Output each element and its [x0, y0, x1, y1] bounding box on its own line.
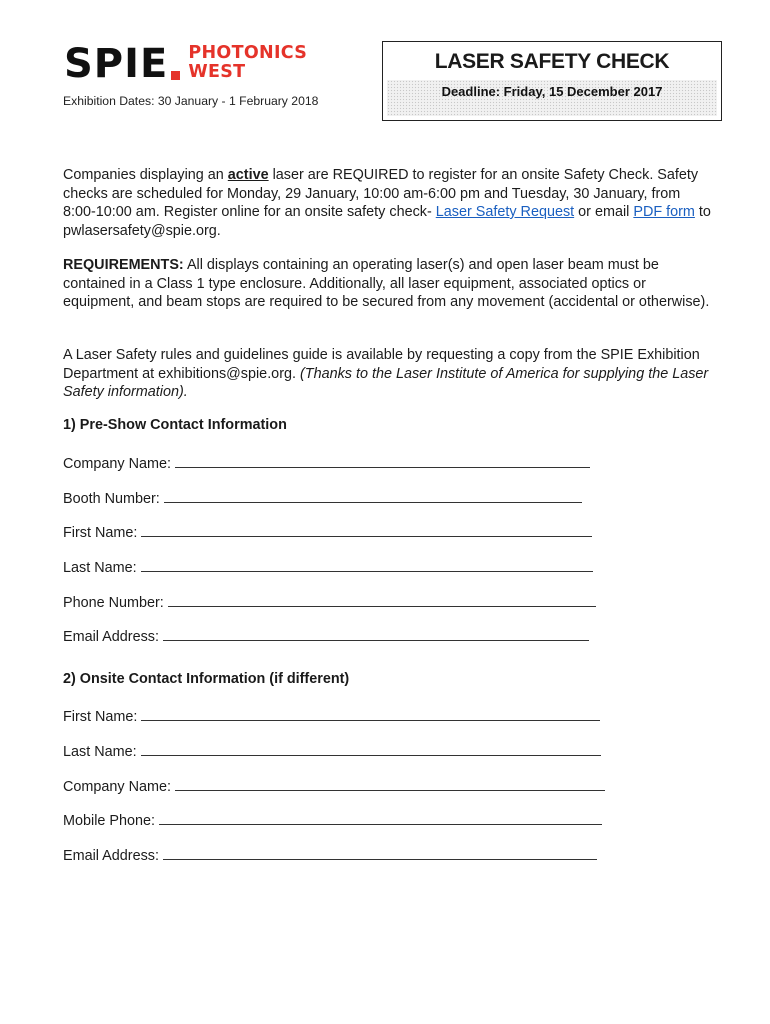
- onsite-last-name-field[interactable]: [63, 741, 601, 760]
- intro-text-3: or email: [574, 204, 634, 220]
- field-label: Phone Number:: [63, 595, 164, 611]
- logo-spie-text: SPIE: [64, 41, 169, 87]
- spie-photonics-west-logo: [64, 41, 308, 87]
- first-name-input-line[interactable]: [141, 522, 592, 537]
- requirements-text: All displays containing an operating laser(s) and open laser beam must be contained in a Class 1 type enclosure. Additionally, all laser equipment, associated optics or equipment, and beam stops are required to be secured from any movement (accidental or otherwise).: [63, 257, 710, 310]
- page-title: LASER SAFETY CHECK: [434, 50, 670, 73]
- intro-text-4: to pwlasersafety@spie.org.: [63, 204, 711, 239]
- onsite-email-address-field[interactable]: [63, 845, 597, 864]
- onsite-last-name-input-line[interactable]: [141, 741, 601, 756]
- guide-text: A Laser Safety rules and guidelines guide is available by requesting a copy from the SPIE Exhibition Department at exhibitions@spie.org.: [63, 347, 700, 382]
- email-address-input-line[interactable]: [163, 626, 589, 641]
- field-label: Company Name:: [63, 456, 171, 472]
- booth-number-input-line[interactable]: [164, 488, 582, 503]
- onsite-first-name-input-line[interactable]: [141, 706, 600, 721]
- intro-text-1: Companies displaying an: [63, 167, 228, 183]
- intro-paragraph: [63, 166, 713, 240]
- field-label: First Name:: [63, 709, 138, 725]
- title-box: [382, 41, 722, 121]
- requirements-label: REQUIREMENTS:: [63, 257, 184, 273]
- booth-number-field[interactable]: [63, 488, 582, 507]
- phone-number-input-line[interactable]: [168, 592, 596, 607]
- logo-west: WEST: [188, 62, 246, 82]
- deadline-text: Deadline: Friday, 15 December 2017: [441, 84, 663, 99]
- field-label: Email Address:: [63, 848, 159, 864]
- logo-dot: [171, 71, 180, 80]
- guide-thanks: (Thanks to the Laser Institute of America for supplying the Laser Safety information).: [63, 365, 709, 400]
- logo-photonics: PHOTONICS: [188, 43, 308, 63]
- field-label: Mobile Phone:: [63, 813, 156, 829]
- section-2-heading: 2) Onsite Contact Information (if different): [63, 671, 350, 687]
- last-name-input-line[interactable]: [141, 557, 593, 572]
- last-name-field[interactable]: [63, 557, 593, 576]
- onsite-email-address-input-line[interactable]: [163, 845, 597, 860]
- company-name-input-line[interactable]: [175, 453, 590, 468]
- guide-paragraph: [63, 346, 713, 402]
- field-label: Last Name:: [63, 744, 137, 760]
- onsite-first-name-field[interactable]: [63, 706, 600, 725]
- laser-safety-request-link[interactable]: Laser Safety Request: [435, 204, 575, 220]
- intro-text-2: laser are REQUIRED to register for an onsite Safety Check. Safety checks are scheduled for Monday, 29 January, 10:00 am-6:00 pm and Tuesday, 30 January, from 8:00-10:00 am. Register online for an onsite safety check-: [63, 167, 699, 220]
- active-emphasis: active: [227, 167, 269, 183]
- email-address-field[interactable]: [63, 626, 589, 645]
- onsite-mobile-phone-input-line[interactable]: [159, 810, 602, 825]
- requirements-paragraph: [63, 256, 713, 312]
- onsite-company-name-field[interactable]: [63, 776, 605, 795]
- exhibition-dates: Exhibition Dates: 30 January - 1 February 2018: [63, 94, 319, 108]
- field-label: First Name:: [63, 525, 138, 541]
- field-label: Company Name:: [63, 779, 171, 795]
- field-label: Booth Number:: [63, 491, 160, 507]
- onsite-mobile-phone-field[interactable]: [63, 810, 602, 829]
- pdf-form-link[interactable]: PDF form: [633, 204, 695, 220]
- company-name-field[interactable]: [63, 453, 590, 472]
- phone-number-field[interactable]: [63, 592, 596, 611]
- logo-event-name: [188, 44, 307, 82]
- onsite-company-name-input-line[interactable]: [175, 776, 605, 791]
- field-label: Last Name:: [63, 560, 137, 576]
- section-1-heading: 1) Pre-Show Contact Information: [63, 417, 287, 433]
- first-name-field[interactable]: [63, 522, 592, 541]
- field-label: Email Address:: [63, 629, 159, 645]
